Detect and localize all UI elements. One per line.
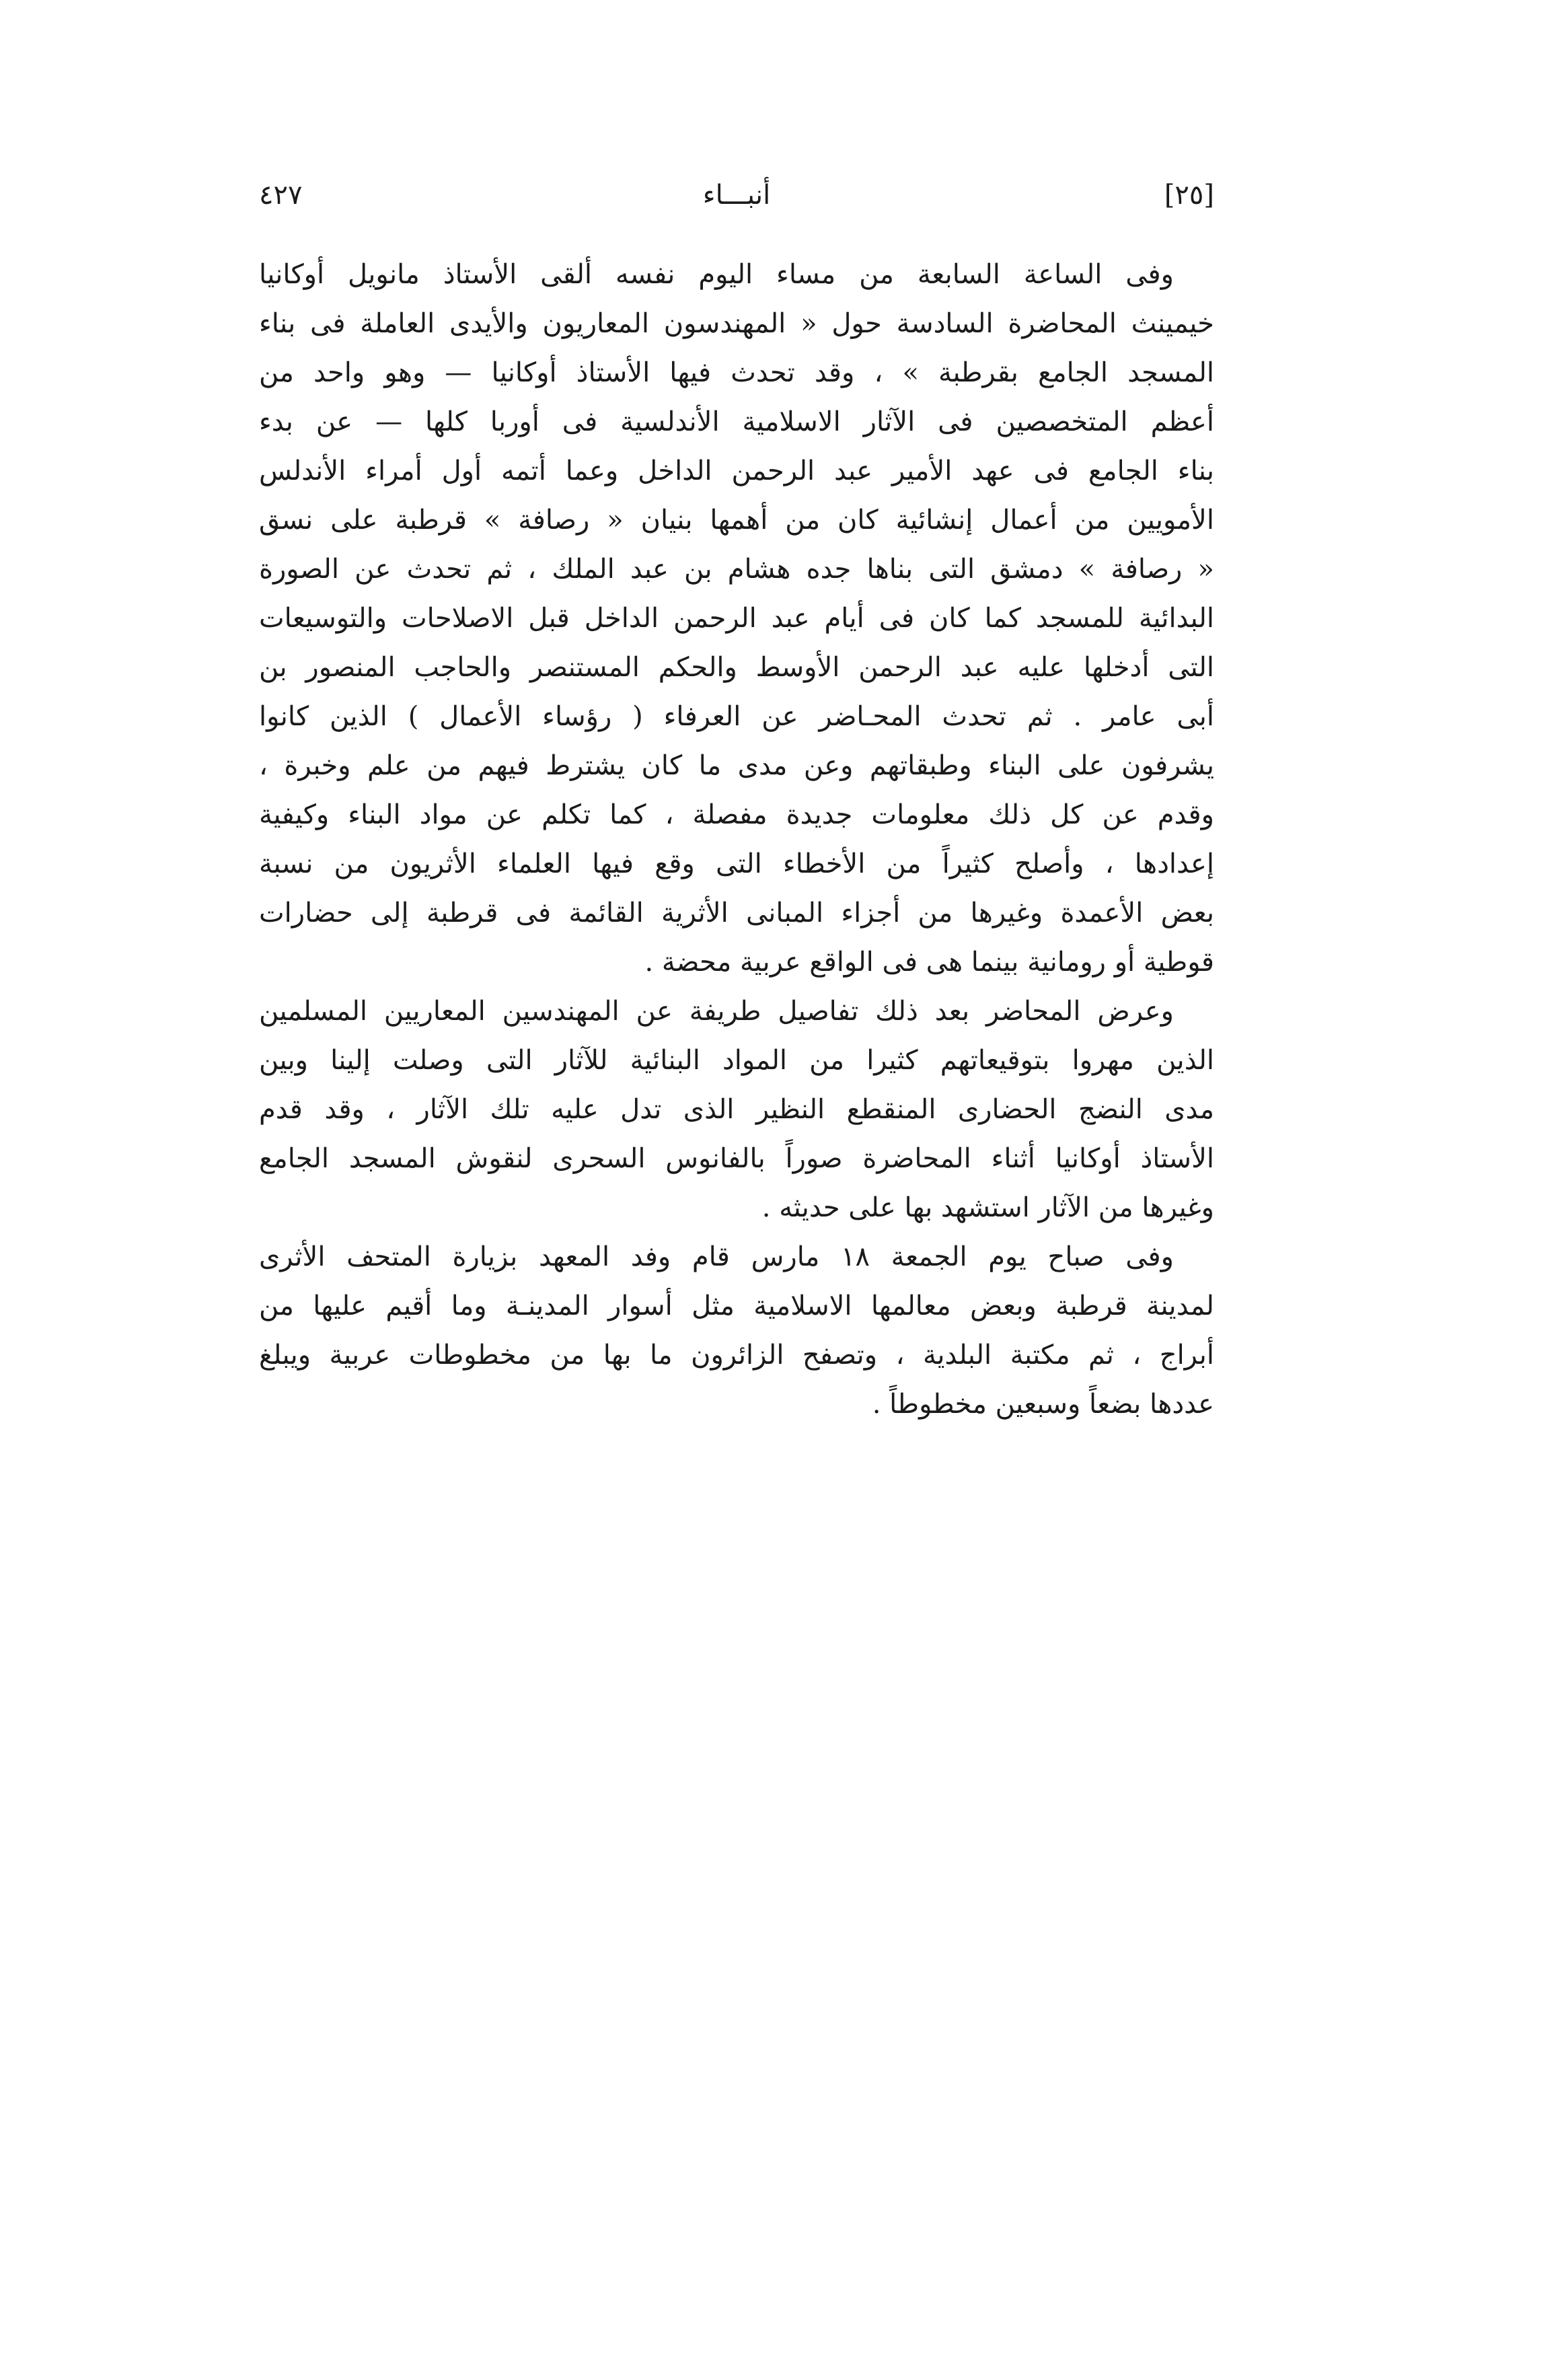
text-line: البدائية للمسجد كما كان فى أيام عبد الرحمن الداخل قبل الاصلاحات والتوسيعات: [259, 603, 1214, 634]
running-title: أنبـــاء: [702, 180, 771, 211]
paragraph-1: [259, 250, 1214, 987]
text-line: مدى النضج الحضارى المنقطع النظير الذى تدل عليه تلك الآثار ، وقد قدم: [259, 1094, 1214, 1125]
body-text: [259, 250, 1214, 1429]
text-line: وقدم عن كل ذلك معلومات جديدة مفصلة ، كما تكلم عن مواد البناء وكيفية: [259, 799, 1214, 830]
paragraph-2: [259, 987, 1214, 1233]
text-line: أعظم المتخصصين فى الآثار الاسلامية الأندلسية فى أوربا كلها — عن بدء: [259, 406, 1214, 437]
running-head: [259, 168, 1214, 222]
section-number: [٢٥]: [1164, 180, 1214, 211]
text-line: « رصافة » دمشق التى بناها جده هشام بن عبد الملك ، ثم تحدث عن الصورة: [259, 554, 1214, 585]
paragraph-3: [259, 1233, 1214, 1429]
text-line: يشرفون على البناء وطبقاتهم وعن مدى ما كان يشترط فيهم من علم وخبرة ،: [259, 750, 1214, 781]
text-line: أبى عامر . ثم تحدث المحـاضر عن العرفاء ( رؤساء الأعمال ) الذين كانوا: [259, 701, 1214, 732]
text-line: إعدادها ، وأصلح كثيراً من الأخطاء التى وقع فيها العلماء الأثريون من نسبة: [259, 848, 1214, 879]
text-line: لمدينة قرطبة وبعض معالمها الاسلامية مثل أسوار المدينـة وما أقيم عليها من: [259, 1291, 1214, 1321]
text-line: وفى صباح يوم الجمعة ١٨ مارس قام وفد المعهد بزيارة المتحف الأثرى: [259, 1241, 1174, 1272]
text-line: قوطية أو رومانية بينما هى فى الواقع عربية محضة .: [644, 947, 1214, 978]
text-line: بعض الأعمدة وغيرها من أجزاء المبانى الأثرية القائمة فى قرطبة إلى حضارات: [259, 898, 1214, 929]
text-line: وفى الساعة السابعة من مساء اليوم نفسه ألقى الأستاذ مانويل أوكانيا: [259, 259, 1174, 290]
text-line: عددها بضعاً وسبعين مخطوطاً .: [872, 1389, 1214, 1420]
text-line: الأمويين من أعمال إنشائية كان من أهمها بنيان « رصافة » قرطبة على نسق: [259, 505, 1214, 536]
text-line: الأستاذ أوكانيا أثناء المحاضرة صوراً بالفانوس السحرى لنقوش المسجد الجامع: [259, 1143, 1214, 1174]
text-line: بناء الجامع فى عهد الأمير عبد الرحمن الداخل وعما أتمه أول أمراء الأندلس: [259, 456, 1214, 486]
text-line: المسجد الجامع بقرطبة » ، وقد تحدث فيها الأستاذ أوكانيا — وهو واحد من: [259, 357, 1214, 388]
text-line: الذين مهروا بتوقيعاتهم كثيرا من المواد البنائية للآثار التى وصلت إلينا وبين: [259, 1045, 1214, 1076]
text-line: خيمينث المحاضرة السادسة حول « المهندسون المعاريون والأيدى العاملة فى بناء: [259, 308, 1214, 339]
page-number: ٤٢٧: [259, 180, 303, 211]
text-line: أبراج ، ثم مكتبة البلدية ، وتصفح الزائرون ما بها من مخطوطات عربية ويبلغ: [259, 1340, 1214, 1371]
text-line: التى أدخلها عليه عبد الرحمن الأوسط والحكم المستنصر والحاجب المنصور بن: [259, 652, 1214, 683]
text-line: وعرض المحاضر بعد ذلك تفاصيل طريفة عن المهندسين المعاريين المسلمين: [259, 996, 1174, 1027]
text-line: وغيرها من الآثار استشهد بها على حديثه .: [761, 1192, 1214, 1223]
